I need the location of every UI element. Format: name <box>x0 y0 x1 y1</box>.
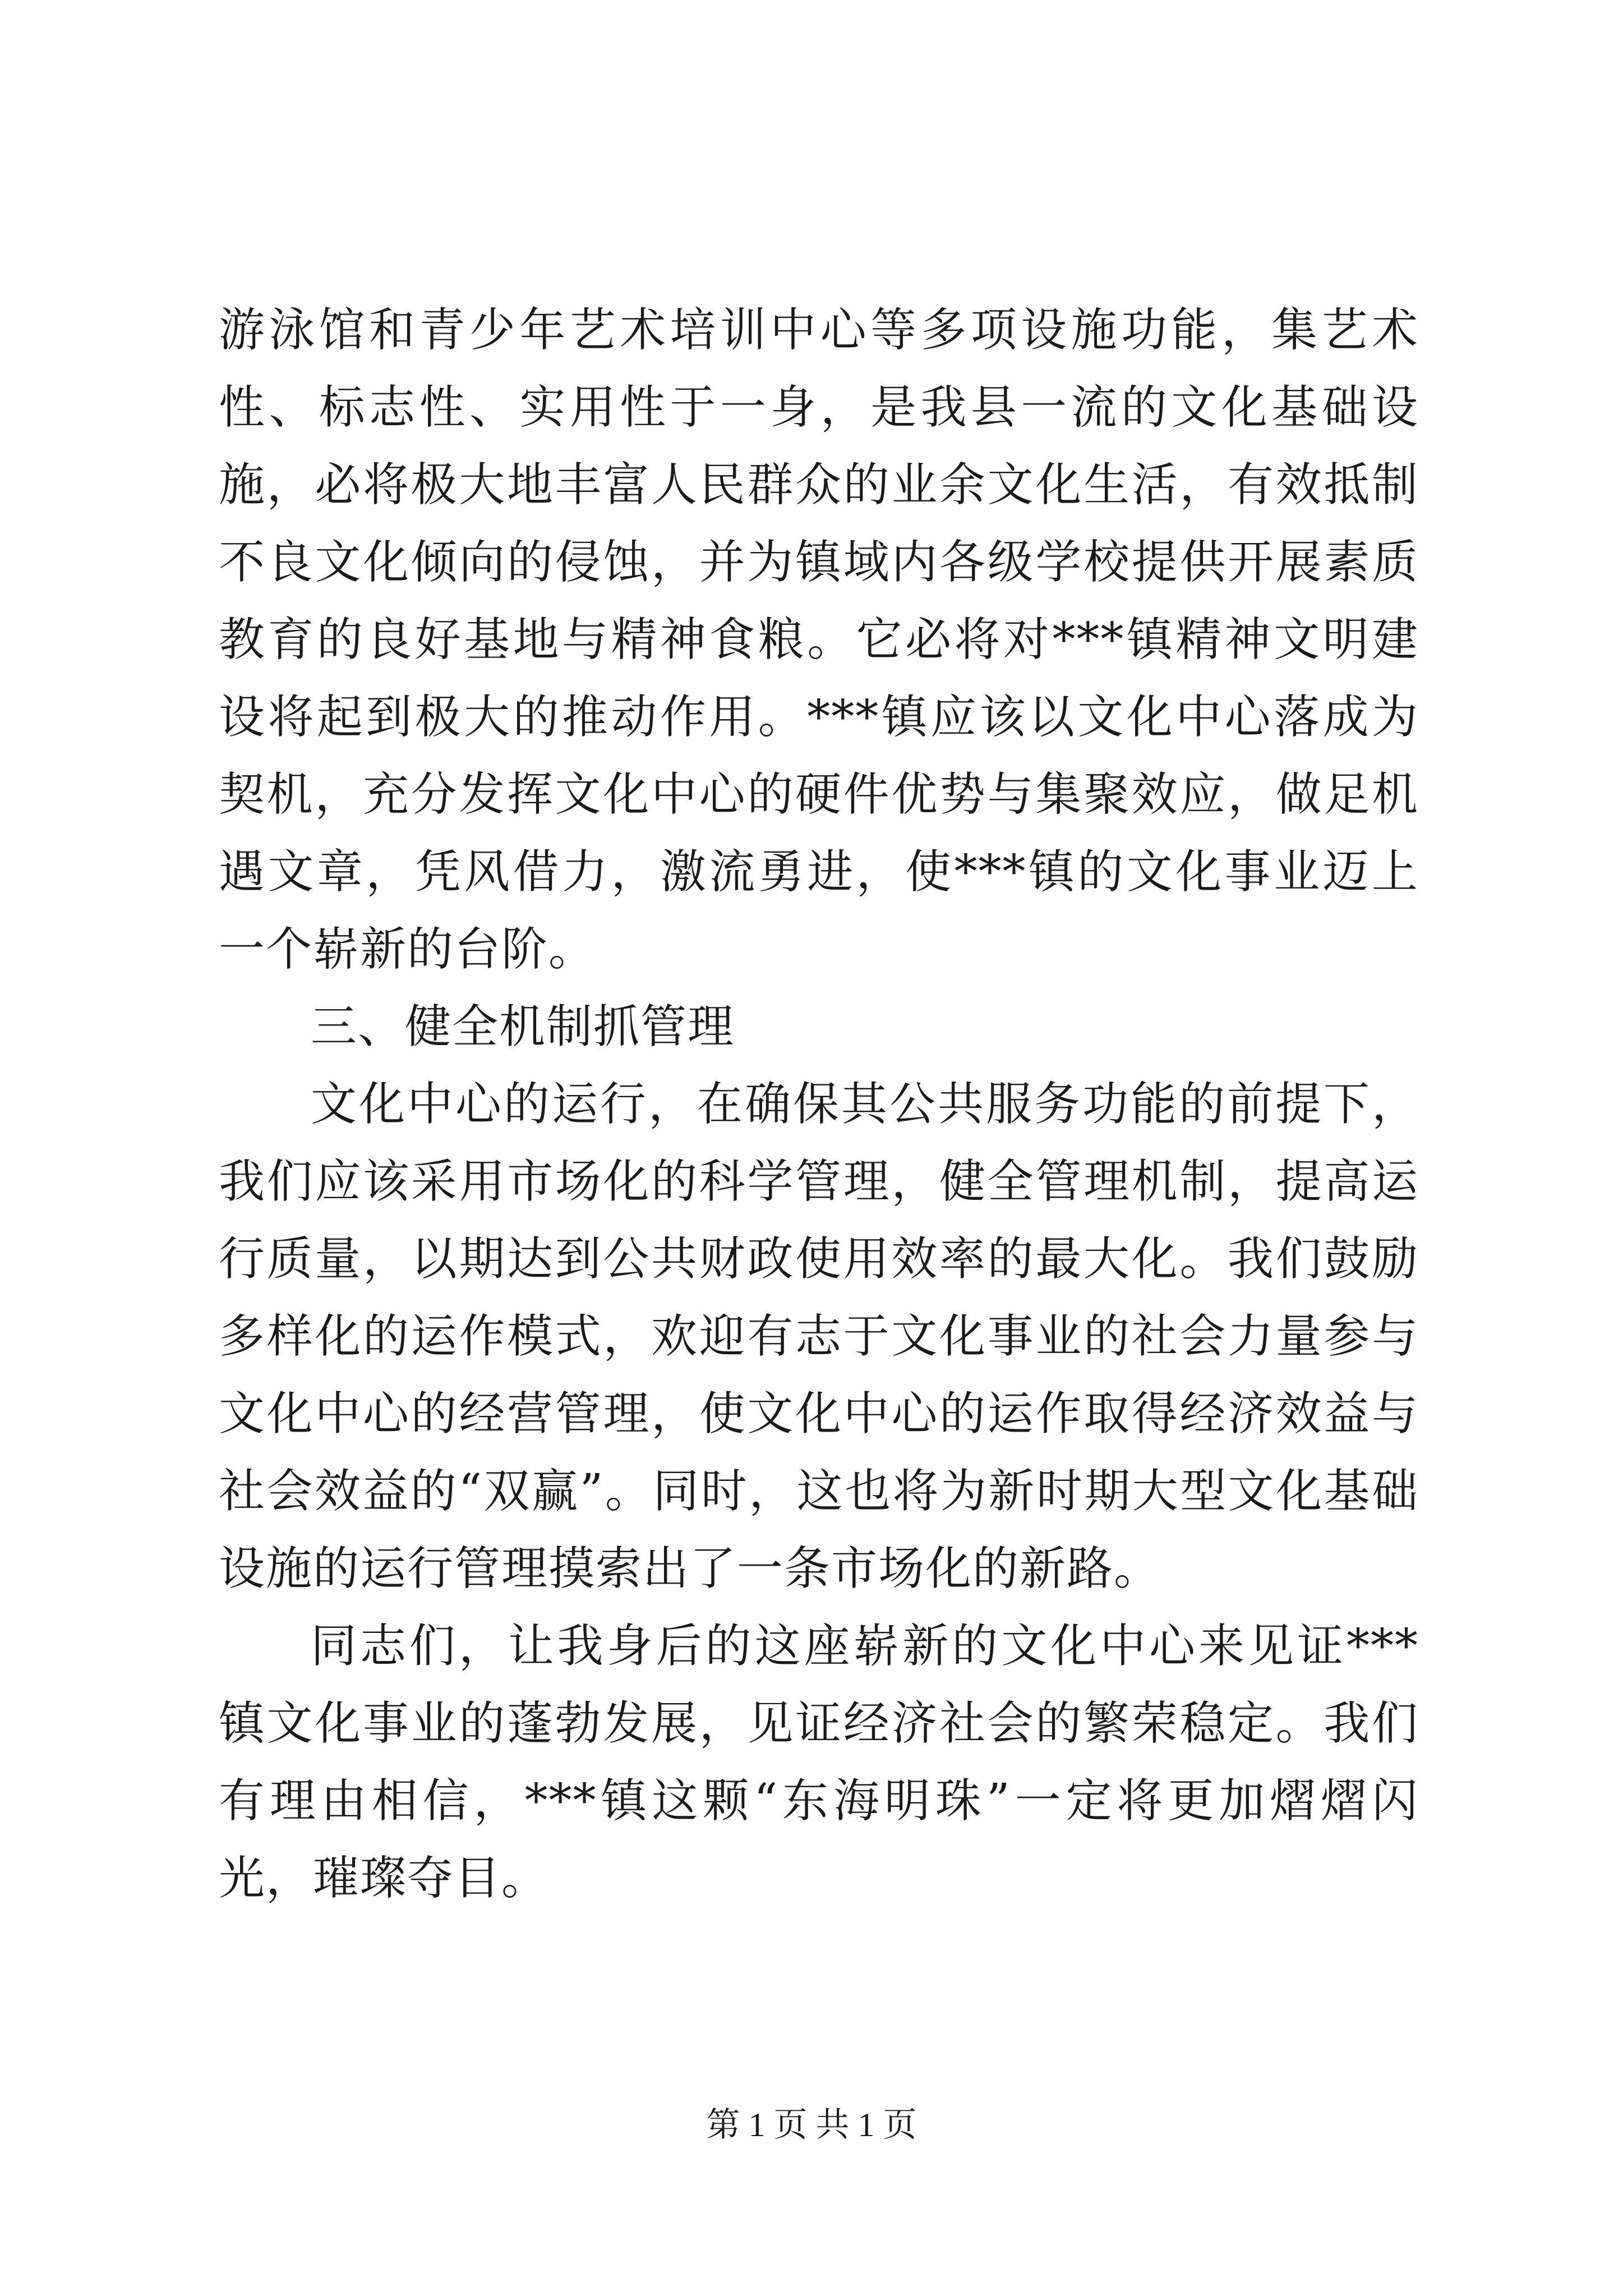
paragraph-operation: 文化中心的运行，在确保其公共服务功能的前提下，我们应该采用市场化的科学管理，健全管理机制，提高运行质量，以期达到公共财政使用效率的最大化。我们鼓励多样化的运作模式，欢迎有志于文化事业的社会力量参与文化中心的经营管理，使文化中心的运作取得经济效益与社会效益的“双赢”。同时，这也将为新时期大型文化基础设施的运行管理摸索出了一条市场化的新路。 <box>219 1078 1419 1595</box>
section-heading-management: 三、健全机制抓管理 <box>311 1000 735 1053</box>
page-number-footer: 第 1 页 共 1 页 <box>706 2106 917 2143</box>
paragraph-closing: 同志们，让我身后的这座崭新的文化中心来见证***镇文化事业的蓬勃发展，见证经济社会的繁荣稳定。我们有理由相信，***镇这颗“东海明珠”一定将更加熠熠闪光，璀璨夺目。 <box>219 1619 1419 1905</box>
paragraph-facilities: 游泳馆和青少年艺术培训中心等多项设施功能，集艺术性、标志性、实用性于一身，是我县一流的文化基础设施，必将极大地丰富人民群众的业余文化生活，有效抵制不良文化倾向的侵蚀，并为镇域内各级学校提供开展素质教育的良好基地与精神食粮。它必将对***镇精神文明建设将起到极大的推动作用。***镇应该以文化中心落成为契机，充分发挥文化中心的硬件优势与集聚效应，做足机遇文章，凭风借力，激流勇进，使***镇的文化事业迈上一个崭新的台阶。 <box>219 303 1419 976</box>
document-body <box>219 292 1419 1917</box>
